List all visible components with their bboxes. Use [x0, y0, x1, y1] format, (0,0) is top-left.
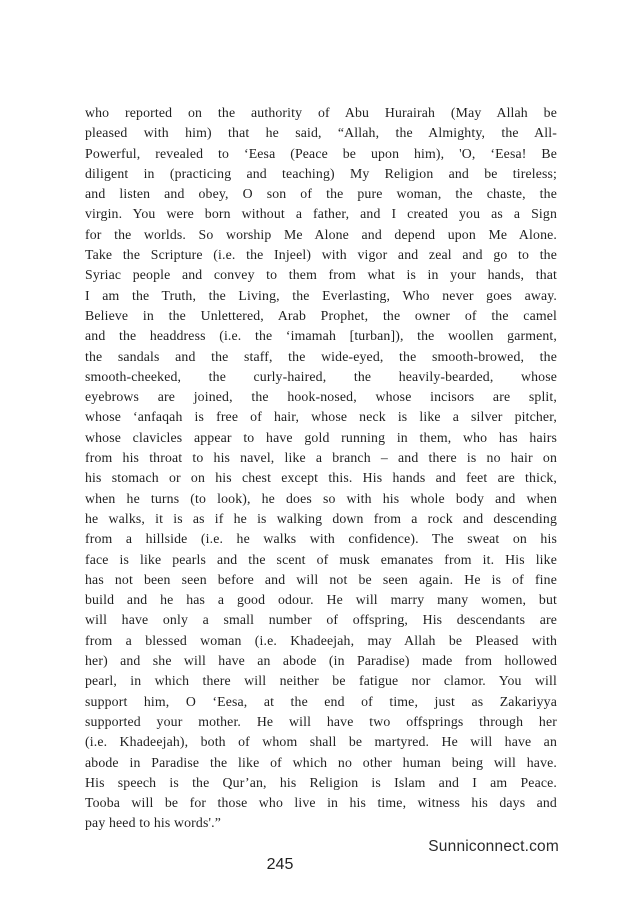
text-line: pay heed to his words'.” — [85, 815, 221, 831]
text-line: I am the Truth, the Living, the Everlasting, Who never goes away. — [85, 287, 557, 303]
text-line: he walks, it is as if he is walking down from a rock and descending — [85, 510, 557, 526]
text-line: eyebrows are joined, the hook-nosed, whose incisors are split, — [85, 389, 557, 405]
text-line: His speech is the Qur’an, his Religion is Islam and I am Peace. — [85, 774, 557, 790]
text-line: from his throat to his navel, like a branch – and there is no hair on — [85, 450, 557, 466]
text-line: and the headdress (i.e. the ‘imamah [turban]), the woollen garment, — [85, 328, 557, 344]
watermark-text: Sunniconnect.com — [428, 838, 559, 855]
text-line: and listen and obey, O son of the pure woman, the chaste, the — [85, 186, 557, 202]
text-line: (i.e. Khadeejah), both of whom shall be martyred. He will have an — [85, 734, 557, 750]
page-number: 245 — [266, 856, 294, 873]
body-text-block — [85, 103, 557, 834]
text-line: from a blessed woman (i.e. Khadeejah, may Allah be Pleased with — [85, 632, 557, 648]
text-line: who reported on the authority of Abu Hurairah (May Allah be — [85, 105, 557, 120]
text-line: when he turns (to look), he does so with his whole body and when — [85, 490, 557, 506]
text-line: Believe in the Unlettered, Arab Prophet, the owner of the camel — [85, 307, 557, 323]
text-line: from a hillside (i.e. he walks with confidence). The sweat on his — [85, 531, 557, 547]
text-line: abode in Paradise the like of which no other human being will have. — [85, 754, 557, 770]
text-line: Powerful, revealed to ‘Eesa (Peace be upon him), 'O, ‘Eesa! Be — [85, 145, 557, 161]
text-line: his stomach or on his chest except this. His hands and feet are thick, — [85, 470, 557, 486]
text-line: build and he has a good odour. He will marry many women, but — [85, 592, 557, 608]
text-line: her) and she will have an abode (in Paradise) made from hollowed — [85, 653, 557, 669]
text-line: pleased with him) that he said, “Allah, the Almighty, the All- — [85, 125, 557, 141]
text-line: whose clavicles appear to have gold running in them, who has hairs — [85, 429, 557, 445]
text-line: whose ‘anfaqah is free of hair, whose neck is like a silver pitcher, — [85, 409, 557, 425]
text-line: support him, O ‘Eesa, at the end of time, just as Zakariyya — [85, 693, 557, 709]
text-line: has not been seen before and will not be seen again. He is of fine — [85, 571, 557, 587]
text-line: supported your mother. He will have two offsprings through her — [85, 713, 557, 729]
text-line: Take the Scripture (i.e. the Injeel) with vigor and zeal and go to the — [85, 247, 557, 263]
text-line: Tooba will be for those who live in his time, witness his days and — [85, 795, 557, 811]
text-line: virgin. You were born without a father, and I created you as a Sign — [85, 206, 557, 222]
text-line: Syriac people and convey to them from what is in your hands, that — [85, 267, 557, 283]
text-line: smooth-cheeked, the curly-haired, the heavily-bearded, whose — [85, 368, 557, 384]
text-line: pearl, in which there will neither be fatigue nor clamor. You will — [85, 673, 557, 689]
text-line: diligent in (practicing and teaching) My Religion and be tireless; — [85, 165, 557, 181]
text-line: will have only a small number of offspring, His descendants are — [85, 612, 557, 628]
text-line: face is like pearls and the scent of musk emanates from it. His like — [85, 551, 557, 567]
text-line: the sandals and the staff, the wide-eyed, the smooth-browed, the — [85, 348, 557, 364]
text-line: for the worlds. So worship Me Alone and depend upon Me Alone. — [85, 226, 557, 242]
